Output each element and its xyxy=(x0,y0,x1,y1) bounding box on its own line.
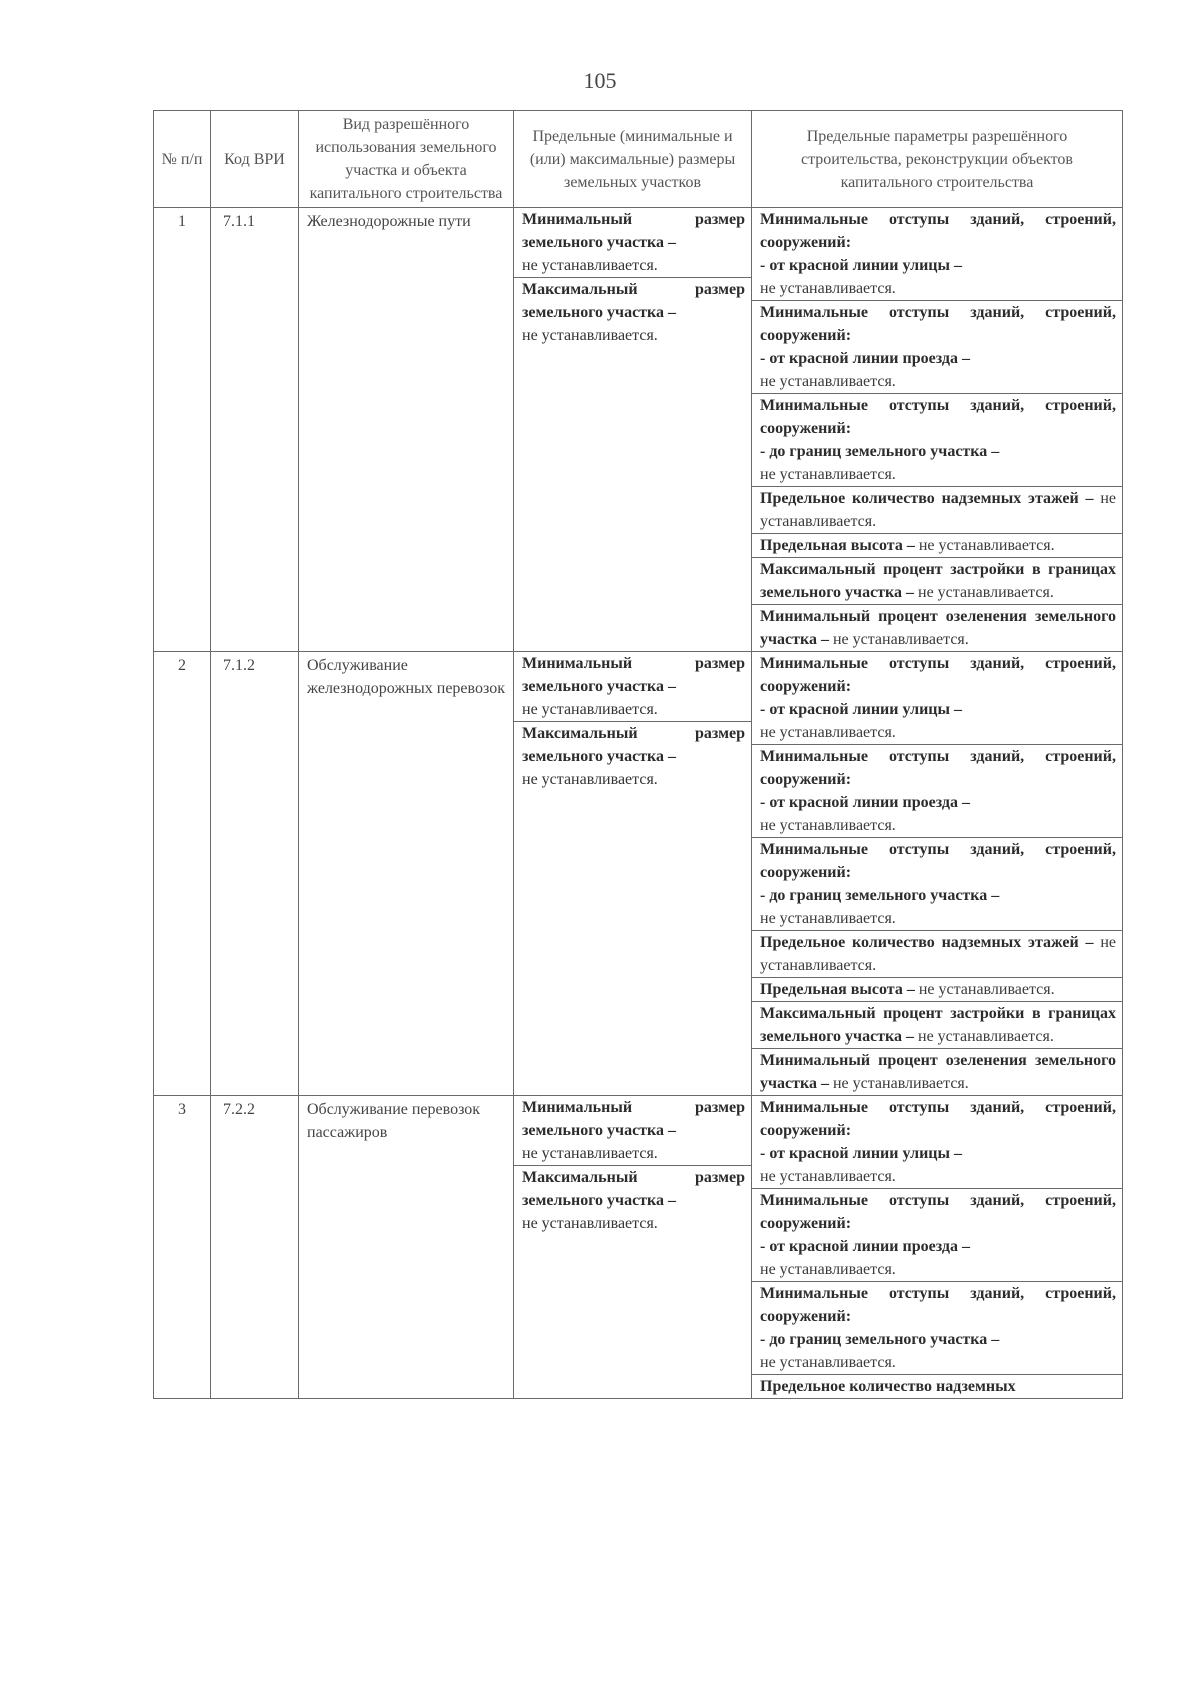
param-entry xyxy=(752,1188,1122,1281)
param-entry-title: Минимальные отступы зданий, строений, сооружений: xyxy=(760,1285,1116,1325)
param-entry xyxy=(752,1001,1122,1048)
param-entry-title: Максимальный процент застройки в границах земельного участка – xyxy=(760,561,1116,601)
param-entry-line: - до границ земельного участка – xyxy=(760,887,1000,904)
param-entry xyxy=(752,744,1122,837)
param-entry-title: Предельное количество надземных xyxy=(760,1378,1016,1395)
table-header-row xyxy=(154,111,1123,208)
size-entry xyxy=(514,1165,751,1235)
param-entry xyxy=(752,486,1122,533)
size-entry xyxy=(514,1096,751,1165)
param-entry-title: Предельное количество надземных этажей – xyxy=(760,490,1094,507)
param-entry-line: - от красной линии улицы – xyxy=(760,257,962,274)
param-entry-title: Минимальные отступы зданий, строений, сооружений: xyxy=(760,655,1116,695)
row-number: 1 xyxy=(154,208,211,652)
param-entry xyxy=(752,930,1122,977)
row-size-cell xyxy=(514,1096,752,1399)
param-entry xyxy=(752,837,1122,930)
row-number: 2 xyxy=(154,652,211,1096)
param-entry xyxy=(752,977,1122,1001)
param-entry xyxy=(752,533,1122,557)
param-entry-title: Минимальные отступы зданий, строений, сооружений: xyxy=(760,211,1116,251)
param-entry-value: не устанавливается. xyxy=(832,631,969,648)
size-entry-title: Максимальный размер земельного участка – xyxy=(522,725,745,765)
row-code: 7.1.1 xyxy=(211,208,299,652)
header-code: Код ВРИ xyxy=(211,111,299,208)
size-entry-value: не устанавливается. xyxy=(522,1145,658,1162)
param-entry xyxy=(752,652,1122,744)
param-entry-value: не устанавливается. xyxy=(760,1168,896,1185)
param-entry-title: Минимальные отступы зданий, строений, сооружений: xyxy=(760,397,1116,437)
param-entry-value: не устанавливается. xyxy=(760,724,896,741)
param-entry-value: не устанавливается. xyxy=(832,1075,969,1092)
param-entry-title: Предельное количество надземных этажей – xyxy=(760,934,1094,951)
row-number: 3 xyxy=(154,1096,211,1399)
size-entry xyxy=(514,277,751,347)
size-entry-value: не устанавливается. xyxy=(522,257,658,274)
row-size-cell xyxy=(514,208,752,652)
size-entry-title: Минимальный размер земельного участка – xyxy=(522,655,745,695)
header-size: Предельные (минимальные и (или) максимальные) размеры земельных участков xyxy=(514,111,752,208)
param-entry-line: - от красной линии улицы – xyxy=(760,1145,962,1162)
size-entry xyxy=(514,721,751,791)
param-entry-value: не устанавливается. xyxy=(760,817,896,834)
row-kind: Железнодорожные пути xyxy=(299,208,514,652)
param-entry-title: Максимальный процент застройки в границах земельного участка – xyxy=(760,1005,1116,1045)
param-entry-value: не устанавливается. xyxy=(760,466,896,483)
param-entry-value: не устанавливается. xyxy=(760,280,896,297)
param-entry-title: Минимальные отступы зданий, строений, сооружений: xyxy=(760,748,1116,788)
param-entry xyxy=(752,300,1122,393)
row-code: 7.1.2 xyxy=(211,652,299,1096)
param-entry-value: не устанавливается. xyxy=(918,537,1055,554)
param-entry-value: не устанавливается. xyxy=(760,910,896,927)
row-kind: Обслуживание перевозок пассажиров xyxy=(299,1096,514,1399)
param-entry-title: Минимальные отступы зданий, строений, сооружений: xyxy=(760,304,1116,344)
size-entry-value: не устанавливается. xyxy=(522,701,658,718)
param-entry xyxy=(752,1096,1122,1188)
size-entry-title: Максимальный размер земельного участка – xyxy=(522,1169,745,1209)
param-entry-title: Минимальный процент озеленения земельного участка – xyxy=(760,1052,1116,1092)
land-use-table xyxy=(153,110,1123,1399)
page-number: 105 xyxy=(583,68,617,93)
param-entry-title: Минимальный процент озеленения земельного участка – xyxy=(760,608,1116,648)
param-entry-line: - от красной линии проезда – xyxy=(760,794,970,811)
row-code: 7.2.2 xyxy=(211,1096,299,1399)
header-params: Предельные параметры разрешённого строительства, реконструкции объектов капитального строительства xyxy=(752,111,1123,208)
param-entry-value: не устанавливается. xyxy=(760,1261,896,1278)
param-entry-value: не устанавливается. xyxy=(760,373,896,390)
param-entry-line: - до границ земельного участка – xyxy=(760,1331,1000,1348)
param-entry-value: не устанавливается. xyxy=(918,981,1055,998)
table-row xyxy=(154,1096,1123,1399)
size-entry-value: не устанавливается. xyxy=(522,327,658,344)
row-kind: Обслуживание железнодорожных перевозок xyxy=(299,652,514,1096)
size-entry-value: не устанавливается. xyxy=(522,1215,658,1232)
param-entry-value: не устанавливается. xyxy=(760,1354,896,1371)
param-entry-title: Минимальные отступы зданий, строений, сооружений: xyxy=(760,841,1116,881)
param-entry xyxy=(752,1281,1122,1374)
row-params-cell xyxy=(752,1096,1123,1399)
param-entry-value: не устанавливается. xyxy=(918,584,1054,601)
size-entry-value: не устанавливается. xyxy=(522,771,658,788)
param-entry-value: не устанавливается. xyxy=(760,490,1117,530)
param-entry-title: Предельная высота – xyxy=(760,981,915,998)
param-entry-value: не устанавливается. xyxy=(760,934,1117,974)
param-entry xyxy=(752,208,1122,300)
size-entry-title: Минимальный размер земельного участка – xyxy=(522,211,745,251)
size-entry xyxy=(514,208,751,277)
size-entry-title: Максимальный размер земельного участка – xyxy=(522,281,745,321)
param-entry-value: не устанавливается. xyxy=(918,1028,1054,1045)
param-entry-title: Минимальные отступы зданий, строений, сооружений: xyxy=(760,1099,1116,1139)
param-entry-line: - до границ земельного участка – xyxy=(760,443,1000,460)
size-entry-title: Минимальный размер земельного участка – xyxy=(522,1099,745,1139)
param-entry xyxy=(752,1374,1122,1398)
row-params-cell xyxy=(752,208,1123,652)
param-entry-title: Предельная высота – xyxy=(760,537,915,554)
row-size-cell xyxy=(514,652,752,1096)
param-entry xyxy=(752,604,1122,651)
param-entry-line: - от красной линии улицы – xyxy=(760,701,962,718)
table-row xyxy=(154,652,1123,1096)
param-entry-title: Минимальные отступы зданий, строений, сооружений: xyxy=(760,1192,1116,1232)
param-entry xyxy=(752,393,1122,486)
param-entry xyxy=(752,557,1122,604)
row-params-cell xyxy=(752,652,1123,1096)
param-entry-line: - от красной линии проезда – xyxy=(760,350,970,367)
param-entry-line: - от красной линии проезда – xyxy=(760,1238,970,1255)
header-num: № п/п xyxy=(154,111,211,208)
header-kind: Вид разрешённого использования земельного участка и объекта капитального строительства xyxy=(299,111,514,208)
table-row xyxy=(154,208,1123,652)
param-entry xyxy=(752,1048,1122,1095)
size-entry xyxy=(514,652,751,721)
